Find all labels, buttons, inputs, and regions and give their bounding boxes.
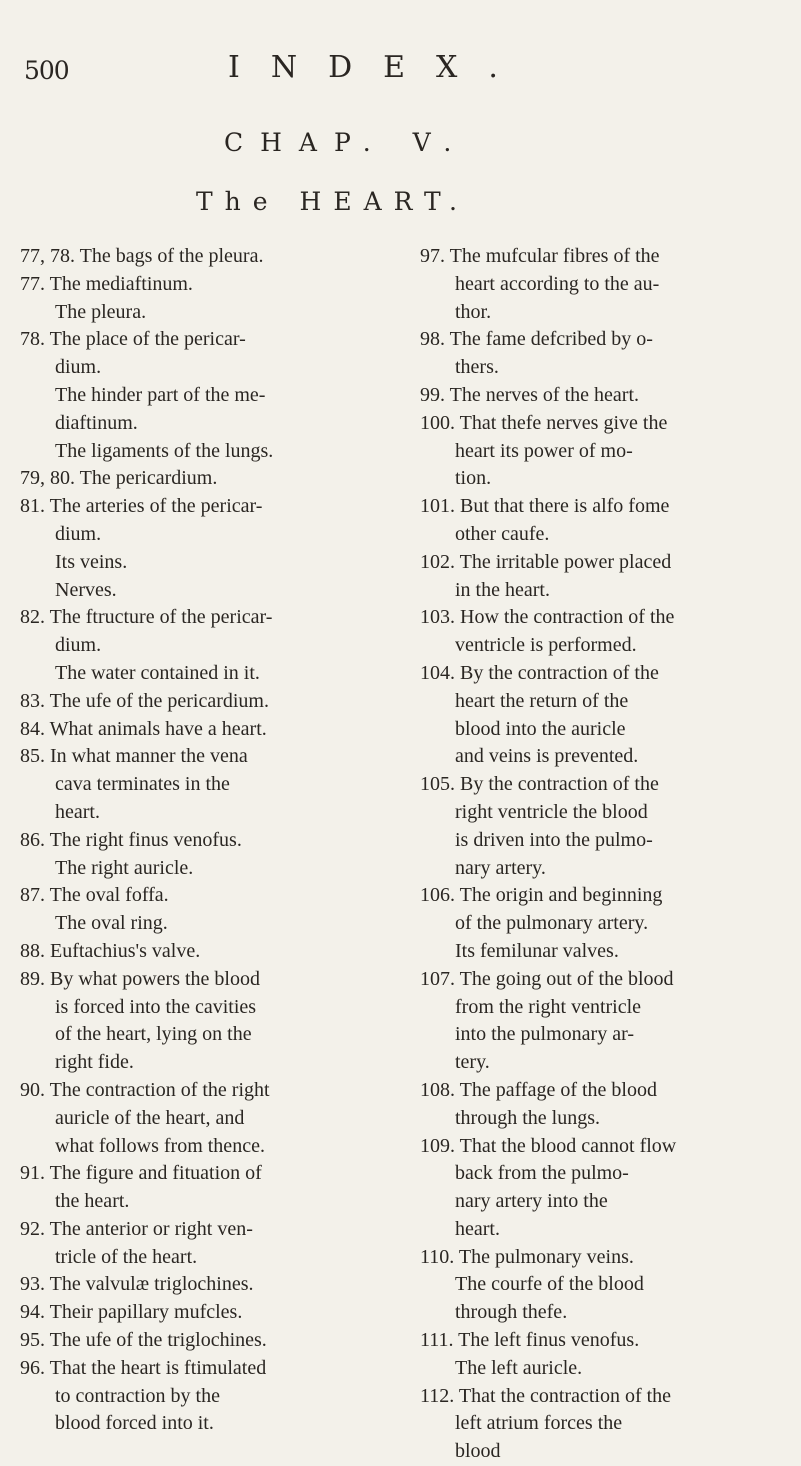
index-entry-line: cava terminates in the	[55, 773, 230, 796]
index-entry-line: 89. By what powers the blood	[20, 967, 260, 990]
index-entry	[20, 855, 390, 883]
index-entry-line: Its femilunar valves.	[455, 939, 619, 962]
index-entry	[20, 716, 390, 744]
chapter-label: CHAP. V.	[224, 128, 469, 157]
index-entry-line: blood	[455, 1440, 501, 1463]
index-entry-line: from the right ventricle	[455, 995, 642, 1018]
index-entry-line: is forced into the cavities	[55, 995, 257, 1018]
index-entry	[20, 271, 390, 299]
index-entry-line: tery.	[455, 1051, 490, 1074]
index-entry-line: 86. The right finus venofus.	[20, 828, 242, 851]
index-entry-line: to contraction by the	[55, 1384, 220, 1407]
index-entry-line: auricle of the heart, and	[55, 1106, 245, 1129]
index-entry-line: diaftinum.	[55, 411, 138, 434]
index-column-left	[20, 243, 390, 1438]
index-entry-line: 84. What animals have a heart.	[20, 717, 267, 740]
index-entry-line: 97. The mufcular fibres of the	[420, 245, 660, 267]
index-entry	[20, 1216, 390, 1272]
index-entry-line: 109. That the blood cannot flow	[420, 1134, 677, 1157]
index-entry-line: of the pulmonary artery.	[455, 912, 649, 935]
index-entry	[20, 382, 390, 438]
index-entry	[20, 1327, 390, 1355]
index-entry	[20, 299, 390, 327]
index-entry-line: right fide.	[55, 1051, 134, 1074]
index-entry-line: 92. The anterior or right ven-	[20, 1217, 253, 1240]
index-entry	[20, 966, 390, 1077]
index-entry	[20, 577, 390, 605]
index-entry	[20, 827, 390, 855]
index-entry-line: 81. The arteries of the pericar-	[20, 495, 263, 518]
index-entry-line: 98. The fame defcribed by o-	[420, 328, 653, 351]
index-entry	[420, 660, 795, 771]
index-entry-line: The ligaments of the lungs.	[55, 439, 274, 462]
index-entry-line: The oval ring.	[55, 912, 168, 935]
index-entry-line: 100. That thefe nerves give the	[420, 411, 668, 434]
index-entry-line: 104. By the contraction of the	[420, 661, 659, 684]
index-entry-line: 88. Euftachius's valve.	[20, 939, 201, 962]
index-entry-line: Nerves.	[55, 578, 117, 601]
index-entry-line: back from the pulmo-	[455, 1162, 629, 1185]
index-entry	[20, 1271, 390, 1299]
index-entry	[20, 549, 390, 577]
index-entry	[420, 882, 795, 938]
index-entry	[20, 1077, 390, 1160]
index-entry-line: heart.	[455, 1217, 500, 1240]
index-entry-line: nary artery.	[455, 856, 546, 879]
index-entry-line: heart its power of mo-	[455, 439, 633, 462]
index-entry-line: dium.	[55, 356, 102, 379]
index-entry	[420, 326, 795, 382]
index-entry-line: ventricle is performed.	[455, 634, 637, 657]
index-entry-line: heart according to the au-	[455, 272, 660, 295]
index-entry-line: 110. The pulmonary veins.	[420, 1245, 634, 1268]
index-entry-line: The water contained in it.	[55, 661, 260, 684]
index-entry-line: The hinder part of the me-	[55, 383, 266, 406]
index-entry	[420, 410, 795, 493]
index-entry-line: heart.	[55, 800, 100, 823]
index-entry	[420, 243, 795, 326]
index-entry-line: and veins is prevented.	[455, 745, 639, 768]
index-entry	[420, 938, 795, 966]
index-entry-line: heart the return of the	[455, 689, 629, 712]
index-entry	[420, 1327, 795, 1355]
index-entry	[20, 910, 390, 938]
index-entry	[420, 604, 795, 660]
index-entry-line: left atrium forces the	[455, 1412, 623, 1435]
index-entry-line: 82. The ftructure of the pericar-	[20, 606, 273, 629]
index-entry	[420, 549, 795, 605]
index-entry	[20, 493, 390, 549]
index-entry	[420, 771, 795, 882]
index-entry-line: The pleura.	[55, 300, 147, 323]
index-entry	[420, 1077, 795, 1133]
index-entry	[420, 1133, 795, 1244]
index-entry	[20, 243, 390, 271]
index-entry-line: 91. The figure and fituation of	[20, 1162, 262, 1185]
index-entry-line: 77. The mediaftinum.	[20, 272, 193, 295]
index-entry-line: right ventricle the blood	[455, 800, 648, 823]
index-entry	[420, 1383, 795, 1466]
index-entry-line: 95. The ufe of the triglochines.	[20, 1329, 267, 1352]
index-entry-line: 101. But that there is alfo fome	[420, 495, 670, 518]
index-entry	[20, 882, 390, 910]
index-entry-line: 99. The nerves of the heart.	[420, 383, 639, 406]
index-entry	[420, 1355, 795, 1383]
index-entry	[420, 966, 795, 1077]
index-entry-line: thers.	[455, 356, 499, 379]
index-entry	[20, 688, 390, 716]
index-entry-line: in the heart.	[455, 578, 550, 601]
index-entry	[20, 1355, 390, 1438]
index-entry-line: 94. Their papillary mufcles.	[20, 1301, 243, 1324]
index-entry	[20, 743, 390, 826]
index-entry-line: is driven into the pulmo-	[455, 828, 653, 851]
index-entry-line: 77, 78. The bags of the pleura.	[20, 245, 264, 267]
index-entry-line: 107. The going out of the blood	[420, 967, 674, 990]
index-column-right	[420, 243, 795, 1466]
index-entry	[420, 1271, 795, 1327]
index-entry-line: 78. The place of the pericar-	[20, 328, 246, 351]
index-entry-line: blood into the auricle	[455, 717, 626, 740]
index-entry-line: The left auricle.	[455, 1356, 583, 1379]
index-entry	[420, 382, 795, 410]
index-entry-line: other caufe.	[455, 522, 550, 545]
index-entry-line: into the pulmonary ar-	[455, 1023, 634, 1046]
index-entry-line: 102. The irritable power placed	[420, 550, 672, 573]
index-entry	[20, 438, 390, 466]
index-entry-line: tion.	[455, 467, 492, 490]
index-entry-line: of the heart, lying on the	[55, 1023, 252, 1046]
index-entry-line: 85. In what manner the vena	[20, 745, 248, 768]
running-head: INDEX.	[228, 50, 529, 85]
index-entry	[20, 465, 390, 493]
index-entry-line: dium.	[55, 522, 102, 545]
index-entry	[420, 1244, 795, 1272]
index-entry-line: 83. The ufe of the pericardium.	[20, 689, 269, 712]
index-entry	[20, 326, 390, 382]
index-entry-line: The courfe of the blood	[455, 1273, 644, 1296]
index-entry-line: 105. By the contraction of the	[420, 773, 659, 796]
index-entry-line: through the lungs.	[455, 1106, 600, 1129]
index-entry-line: The right auricle.	[55, 856, 194, 879]
chapter-title: The HEART.	[196, 187, 469, 216]
index-entry-line: 87. The oval foffa.	[20, 884, 169, 907]
index-entry	[20, 1299, 390, 1327]
index-entry-line: Its veins.	[55, 550, 128, 573]
index-entry-line: 106. The origin and beginning	[420, 884, 663, 907]
index-entry-line: 108. The paffage of the blood	[420, 1078, 657, 1101]
index-entry	[20, 938, 390, 966]
index-entry-line: 90. The contraction of the right	[20, 1078, 270, 1101]
index-entry-line: 103. How the contraction of the	[420, 606, 675, 629]
index-entry	[20, 604, 390, 660]
index-entry	[420, 493, 795, 549]
index-entry-line: the heart.	[55, 1190, 130, 1213]
index-entry	[20, 660, 390, 688]
index-entry-line: dium.	[55, 634, 102, 657]
index-entry-line: nary artery into the	[455, 1190, 608, 1213]
index-entry	[20, 1160, 390, 1216]
index-entry-line: 96. That the heart is ftimulated	[20, 1356, 267, 1379]
index-entry-line: 93. The valvulæ triglochines.	[20, 1273, 254, 1296]
index-entry-line: 111. The left finus venofus.	[420, 1329, 640, 1352]
index-entry-line: blood forced into it.	[55, 1412, 214, 1435]
page-number: 500	[24, 56, 69, 85]
index-entry-line: tricle of the heart.	[55, 1245, 198, 1268]
index-entry-line: thor.	[455, 300, 492, 323]
index-entry-line: through thefe.	[455, 1301, 568, 1324]
index-entry-line: what follows from thence.	[55, 1134, 265, 1157]
index-entry-line: 79, 80. The pericardium.	[20, 467, 218, 490]
index-entry-line: 112. That the contraction of the	[420, 1384, 672, 1407]
